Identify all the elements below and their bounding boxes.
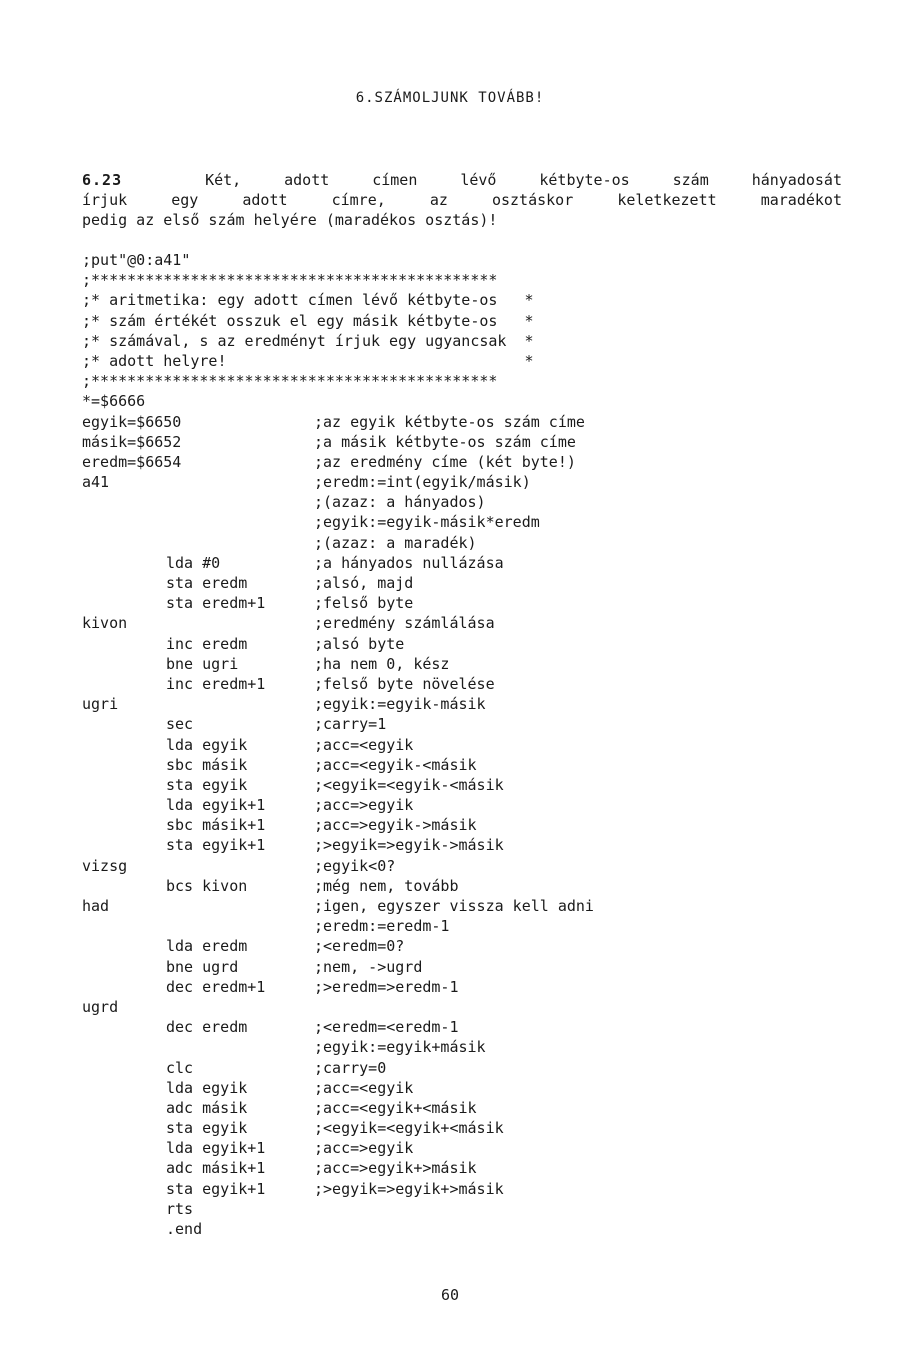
- code-comment: ;egyik:=egyik-másik*eredm: [314, 513, 540, 532]
- code-comment: ;eredm:=int(egyik/másik): [314, 473, 531, 492]
- code-line: [82, 714, 722, 734]
- intro-word: maradékot: [760, 191, 842, 209]
- code-line: [82, 997, 722, 1017]
- code-line: [82, 1219, 722, 1239]
- code-line: [82, 694, 722, 714]
- code-comment: ;a hányados nullázása: [314, 553, 504, 572]
- intro-word: lévő: [460, 171, 497, 189]
- code-line: [82, 876, 722, 896]
- code-line: [82, 775, 722, 795]
- code-instruction: lda egyik: [166, 1078, 248, 1097]
- code-line: [82, 957, 722, 977]
- page-header: 6.SZÁMOLJUNK TOVÁBB!: [355, 90, 545, 106]
- code-comment: ;az eredmény címe (két byte!): [314, 452, 576, 471]
- code-comment: ;az egyik kétbyte-os szám címe: [314, 412, 585, 431]
- code-line: [82, 654, 722, 674]
- code-instruction: lda egyik: [166, 735, 248, 754]
- code-comment: ;(azaz: a maradék): [314, 533, 477, 552]
- code-comment: ;carry=1: [314, 715, 387, 734]
- code-line: [82, 1098, 722, 1118]
- code-comment: ;eredmény számlálása: [314, 614, 495, 633]
- code-line: [82, 735, 722, 755]
- code-instruction: lda egyik+1: [166, 796, 266, 815]
- code-instruction: bne ugri: [166, 654, 239, 673]
- intro-word: írjuk: [82, 191, 128, 209]
- code-instruction: adc másik: [166, 1098, 248, 1117]
- code-line: [82, 1179, 722, 1199]
- code-line: [82, 1158, 722, 1178]
- code-comment: ;carry=0: [314, 1058, 387, 1077]
- code-instruction: sta egyik: [166, 1119, 248, 1138]
- code-line: [82, 835, 722, 855]
- code-label: eredm=$6654: [82, 452, 182, 471]
- code-comment: ;acc=>egyik+>másik: [314, 1159, 477, 1178]
- code-instruction: sta egyik: [166, 775, 248, 794]
- exercise-number: 6.23: [82, 171, 123, 189]
- code-line: [82, 977, 722, 997]
- code-line: [82, 533, 722, 553]
- code-line: [82, 1017, 722, 1037]
- code-line: [82, 593, 722, 613]
- intro-word: címen: [372, 171, 418, 189]
- code-instruction: inc eredm+1: [166, 674, 266, 693]
- code-line: [82, 755, 722, 775]
- intro-word: szám: [672, 171, 709, 189]
- intro-word: kétbyte-os: [539, 171, 630, 189]
- code-line: [82, 331, 722, 351]
- code-line: [82, 432, 722, 452]
- code-comment: ;<egyik=<egyik+<másik: [314, 1119, 504, 1138]
- code-label: ugrd: [82, 997, 119, 1016]
- code-line: [82, 512, 722, 532]
- code-line: [82, 936, 722, 956]
- code-comment: ;alsó byte: [314, 634, 405, 653]
- code-line: [82, 573, 722, 593]
- code-line: [82, 250, 722, 270]
- intro-word: egy: [171, 191, 199, 209]
- code-instruction: .end: [166, 1220, 203, 1238]
- code-comment: ;ha nem 0, kész: [314, 654, 450, 673]
- intro-line-1: [82, 170, 842, 190]
- code-label: had: [82, 897, 110, 915]
- intro-word: keletkezett: [617, 191, 717, 209]
- code-instruction: bcs kivon: [166, 876, 248, 895]
- code-line: [82, 351, 722, 371]
- code-comment: ;>egyik=>egyik+>másik: [314, 1179, 504, 1198]
- code-comment: ;egyik:=egyik+másik: [314, 1038, 486, 1057]
- code-comment: ;acc=>egyik: [314, 1139, 414, 1158]
- code-comment: ;<egyik=<egyik-<másik: [314, 775, 504, 794]
- code-line: [82, 290, 722, 310]
- code-text: ;* szám értékét osszuk el egy másik kétbyte-os *: [82, 311, 534, 330]
- code-line: [82, 472, 722, 492]
- code-line: [82, 1118, 722, 1138]
- code-comment: ;igen, egyszer vissza kell adni: [314, 897, 594, 915]
- code-line: [82, 674, 722, 694]
- intro-word: osztáskor: [491, 191, 574, 209]
- code-line: [82, 492, 722, 512]
- code-comment: ;felső byte: [314, 594, 414, 613]
- code-instruction: sta egyik+1: [166, 836, 266, 855]
- page-number: 60: [440, 1286, 460, 1304]
- code-comment: ;acc=<egyik+<másik: [314, 1098, 477, 1117]
- intro-word: adott: [284, 171, 330, 189]
- code-listing: [82, 250, 722, 1239]
- intro-word: címre,: [331, 191, 386, 209]
- code-label: a41: [82, 473, 110, 492]
- code-label: kivon: [82, 614, 128, 633]
- code-text: ;* aritmetika: egy adott címen lévő kétbyte-os *: [82, 291, 534, 310]
- code-line: [82, 270, 722, 290]
- code-instruction: lda eredm: [166, 937, 248, 956]
- intro-word: Két,: [205, 171, 242, 189]
- code-instruction: sec: [166, 715, 194, 734]
- code-instruction: sta egyik+1: [166, 1179, 266, 1198]
- intro-word: az: [429, 191, 448, 209]
- code-comment: ;>eredm=>eredm-1: [314, 977, 459, 996]
- code-instruction: dec eredm+1: [166, 977, 266, 996]
- code-comment: ;alsó, majd: [314, 574, 414, 592]
- code-line: [82, 1138, 722, 1158]
- code-label: vizsg: [82, 856, 128, 875]
- code-instruction: sbc másik: [166, 755, 248, 774]
- code-instruction: clc: [166, 1058, 194, 1077]
- code-comment: ;egyik:=egyik-másik: [314, 695, 486, 714]
- code-line: [82, 391, 722, 411]
- code-label: egyik=$6650: [82, 412, 182, 431]
- code-text: ;*********************************************: [82, 271, 498, 290]
- code-text: ;* adott helyre! *: [82, 351, 534, 370]
- code-comment: ;még nem, tovább: [314, 876, 459, 895]
- code-line: [82, 815, 722, 835]
- code-line: [82, 1199, 722, 1219]
- code-instruction: inc eredm: [166, 634, 248, 653]
- code-line: [82, 1037, 722, 1057]
- code-comment: ;(azaz: a hányados): [314, 493, 486, 512]
- code-comment: ;<eredm=0?: [314, 937, 405, 956]
- code-instruction: lda #0: [166, 553, 221, 572]
- code-line: [82, 795, 722, 815]
- code-line: [82, 371, 722, 391]
- intro-line-2: [82, 190, 842, 210]
- code-instruction: sta eredm+1: [166, 594, 266, 613]
- intro-word: adott: [242, 191, 288, 209]
- code-comment: ;egyik<0?: [314, 856, 396, 875]
- code-line: [82, 613, 722, 633]
- code-instruction: sbc másik+1: [166, 816, 266, 835]
- code-instruction: sta eredm: [166, 574, 248, 592]
- code-comment: ;felső byte növelése: [314, 674, 495, 693]
- code-instruction: bne ugrd: [166, 957, 239, 976]
- code-instruction: rts: [166, 1199, 194, 1218]
- code-instruction: adc másik+1: [166, 1159, 266, 1178]
- code-label: másik=$6652: [82, 432, 182, 451]
- code-line: [82, 553, 722, 573]
- code-comment: ;eredm:=eredm-1: [314, 917, 450, 936]
- code-comment: ;acc=<egyik: [314, 1078, 414, 1097]
- code-comment: ;a másik kétbyte-os szám címe: [314, 432, 576, 451]
- code-instruction: dec eredm: [166, 1018, 248, 1037]
- code-comment: ;<eredm=<eredm-1: [314, 1018, 459, 1037]
- code-line: [82, 1078, 722, 1098]
- exercise-intro: [82, 170, 842, 230]
- code-line: [82, 856, 722, 876]
- code-comment: ;nem, ->ugrd: [314, 957, 423, 976]
- intro-line-3: pedig az első szám helyére (maradékos osztás)!: [82, 211, 498, 229]
- code-line: [82, 634, 722, 654]
- code-line: [82, 1058, 722, 1078]
- code-comment: ;acc=<egyik-<másik: [314, 755, 477, 774]
- intro-word: hányadosát: [751, 171, 842, 189]
- code-text: ;put"@0:a41": [82, 251, 191, 269]
- code-comment: ;>egyik=>egyik->másik: [314, 836, 504, 855]
- code-text: ;*********************************************: [82, 372, 498, 391]
- code-line: [82, 412, 722, 432]
- code-line: [82, 311, 722, 331]
- code-text: *=$6666: [82, 392, 146, 411]
- code-instruction: lda egyik+1: [166, 1139, 266, 1158]
- code-comment: ;acc=>egyik->másik: [314, 816, 477, 835]
- code-line: [82, 896, 722, 916]
- code-line: [82, 916, 722, 936]
- code-comment: ;acc=>egyik: [314, 796, 414, 815]
- code-text: ;* számával, s az eredményt írjuk egy ugyancsak *: [82, 331, 534, 350]
- code-label: ugri: [82, 695, 119, 714]
- code-comment: ;acc=<egyik: [314, 735, 414, 754]
- code-line: [82, 452, 722, 472]
